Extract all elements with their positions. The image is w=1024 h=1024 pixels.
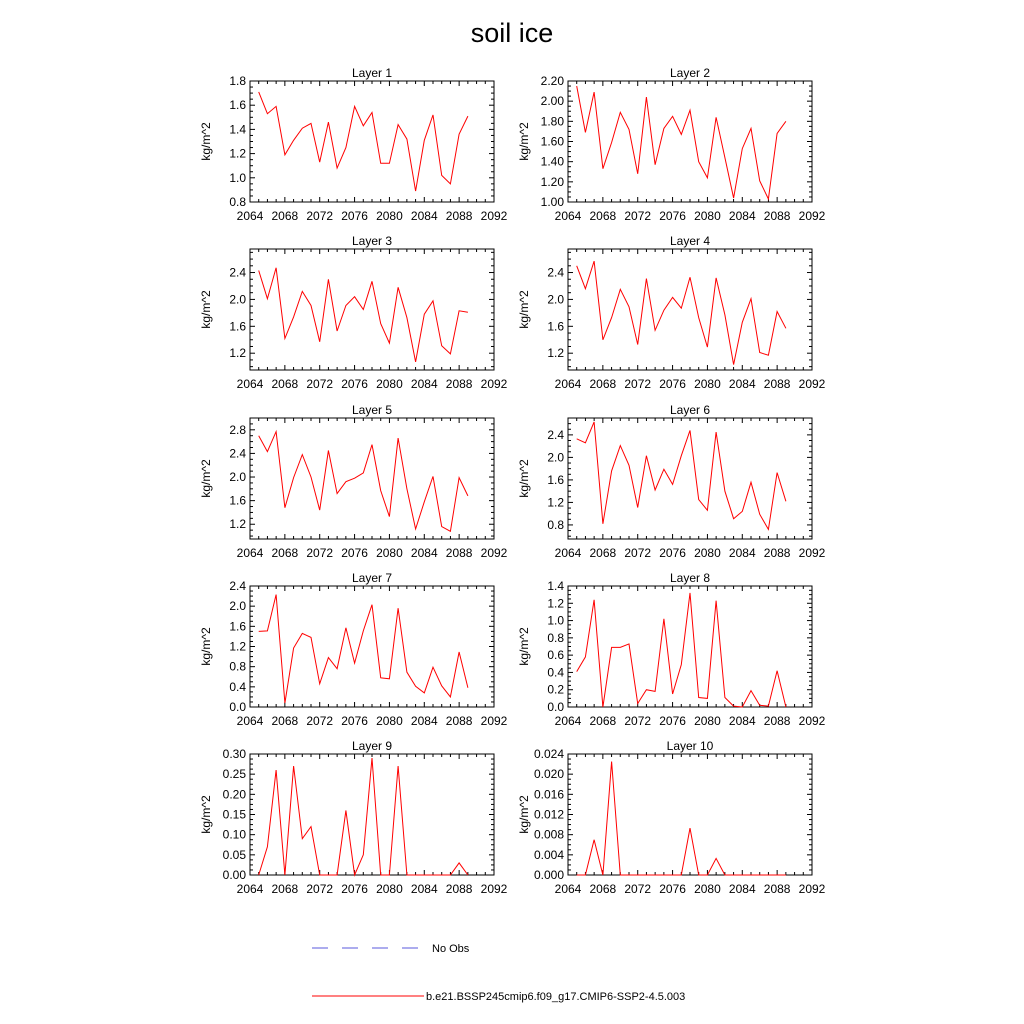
y-tick-label: 0.0 [229, 700, 246, 714]
x-tick-label: 2068 [589, 714, 617, 728]
y-tick-label: 0.10 [222, 827, 246, 842]
y-axis-label: kg/m^2 [517, 290, 531, 329]
y-tick-label: 0.30 [222, 747, 246, 761]
x-tick-label: 2076 [341, 209, 368, 223]
x-tick-label: 2080 [694, 546, 721, 560]
panel-title: Layer 3 [351, 234, 393, 248]
x-tick-label: 2092 [798, 209, 826, 223]
x-tick-label: 2076 [659, 714, 686, 728]
panel-layer-2 [517, 66, 826, 223]
y-tick-label: 1.60 [540, 134, 564, 149]
y-tick-label: 1.4 [229, 122, 246, 137]
x-tick-label: 2092 [480, 209, 508, 223]
y-tick-label: 2.0 [547, 450, 564, 465]
x-tick-label: 2076 [659, 377, 686, 391]
x-tick-label: 2076 [659, 882, 686, 896]
x-tick-label: 2072 [306, 714, 334, 728]
panel-title: Layer 9 [351, 739, 393, 753]
x-tick-label: 2088 [763, 377, 791, 391]
x-tick-label: 2064 [554, 377, 582, 391]
y-tick-label: 1.00 [540, 195, 564, 209]
x-tick-label: 2072 [306, 209, 334, 223]
y-tick-label: 0.000 [533, 868, 564, 882]
x-tick-label: 2072 [624, 546, 652, 560]
x-tick-label: 2068 [589, 377, 617, 391]
y-tick-label: 0.8 [229, 195, 246, 209]
x-tick-label: 2068 [589, 546, 617, 560]
plot-frame [568, 586, 812, 707]
x-tick-label: 2064 [554, 882, 582, 896]
y-tick-label: 1.2 [547, 346, 564, 361]
series-line-1 [577, 762, 786, 875]
y-axis-label: kg/m^2 [517, 122, 531, 161]
legend-model-label: b.e21.BSSP245cmip6.f09_g17.CMIP6-SSP2-4.5.003 [426, 991, 686, 1003]
series-line-1 [259, 268, 468, 362]
series-line-1 [577, 593, 786, 707]
x-tick-label: 2064 [236, 377, 264, 391]
x-tick-label: 2080 [376, 377, 403, 391]
x-tick-label: 2084 [410, 377, 438, 391]
y-tick-label: 0.8 [547, 517, 564, 532]
y-tick-label: 0.15 [222, 807, 246, 822]
x-tick-label: 2080 [376, 546, 403, 560]
y-tick-label: 1.6 [229, 319, 246, 334]
panel-layer-6 [517, 403, 826, 560]
x-tick-label: 2072 [624, 377, 652, 391]
y-tick-label: 0.0 [547, 700, 564, 714]
x-tick-label: 2064 [554, 714, 582, 728]
x-tick-label: 2088 [763, 714, 791, 728]
y-axis-label: kg/m^2 [199, 627, 213, 666]
panel-grid [199, 66, 826, 896]
x-tick-label: 2076 [659, 546, 686, 560]
x-tick-label: 2064 [554, 546, 582, 560]
x-tick-label: 2068 [589, 882, 617, 896]
x-tick-label: 2092 [798, 714, 826, 728]
y-tick-label: 1.0 [547, 613, 564, 628]
panel-title: Layer 5 [351, 403, 393, 417]
panel-title: Layer 4 [669, 234, 711, 248]
x-tick-label: 2068 [271, 209, 299, 223]
x-tick-label: 2092 [798, 882, 826, 896]
series-line-1 [259, 92, 468, 191]
y-tick-label: 2.00 [540, 94, 564, 109]
y-tick-label: 1.6 [229, 619, 246, 634]
x-tick-label: 2068 [589, 209, 617, 223]
y-tick-label: 2.4 [229, 446, 246, 461]
x-tick-label: 2092 [480, 714, 508, 728]
x-tick-label: 2092 [480, 882, 508, 896]
y-tick-label: 2.0 [547, 292, 564, 307]
y-tick-label: 0.00 [222, 868, 246, 882]
y-tick-label: 0.2 [547, 682, 564, 697]
y-tick-label: 0.05 [222, 847, 246, 862]
series-line-1 [577, 86, 786, 199]
x-tick-label: 2076 [341, 546, 368, 560]
series-line-1 [259, 432, 468, 532]
y-tick-label: 2.4 [229, 579, 246, 593]
x-tick-label: 2080 [376, 882, 403, 896]
y-tick-label: 0.20 [222, 787, 246, 802]
y-tick-label: 0.8 [547, 630, 564, 645]
y-tick-label: 0.8 [229, 659, 246, 674]
x-tick-label: 2080 [694, 882, 721, 896]
x-tick-label: 2088 [445, 209, 473, 223]
panel-layer-4 [517, 234, 826, 391]
y-tick-label: 2.20 [540, 74, 564, 88]
x-tick-label: 2072 [306, 377, 334, 391]
x-tick-label: 2088 [445, 546, 473, 560]
figure-title: soil ice [470, 18, 554, 48]
x-tick-label: 2076 [341, 714, 368, 728]
panel-layer-10 [517, 739, 826, 896]
x-tick-label: 2068 [271, 882, 299, 896]
x-tick-label: 2076 [341, 377, 368, 391]
y-tick-label: 2.0 [229, 470, 246, 485]
y-tick-label: 2.4 [547, 427, 564, 442]
y-tick-label: 1.6 [547, 472, 564, 487]
y-tick-label: 1.6 [229, 493, 246, 508]
x-tick-label: 2084 [410, 209, 438, 223]
y-tick-label: 1.2 [229, 639, 246, 654]
y-axis-label: kg/m^2 [199, 459, 213, 498]
y-tick-label: 0.024 [533, 747, 564, 761]
panel-title: Layer 10 [666, 739, 714, 753]
y-tick-label: 0.020 [533, 767, 564, 782]
y-tick-label: 0.6 [547, 648, 564, 663]
x-tick-label: 2080 [694, 209, 721, 223]
series-line-1 [577, 261, 786, 365]
y-tick-label: 1.80 [540, 114, 564, 129]
panel-layer-9 [199, 739, 508, 896]
panel-title: Layer 2 [669, 66, 711, 80]
plot-frame [250, 586, 494, 707]
x-tick-label: 2084 [728, 209, 756, 223]
x-tick-label: 2084 [410, 546, 438, 560]
y-tick-label: 2.4 [547, 265, 564, 280]
x-tick-label: 2088 [445, 882, 473, 896]
x-tick-label: 2092 [798, 546, 826, 560]
x-tick-label: 2084 [410, 714, 438, 728]
x-tick-label: 2084 [728, 714, 756, 728]
x-tick-label: 2084 [728, 882, 756, 896]
plot-frame [568, 81, 812, 202]
x-tick-label: 2080 [694, 714, 721, 728]
panel-layer-3 [199, 234, 508, 391]
y-tick-label: 1.40 [540, 154, 564, 169]
y-tick-label: 2.4 [229, 265, 246, 280]
y-tick-label: 1.6 [547, 319, 564, 334]
y-tick-label: 2.8 [229, 422, 246, 437]
x-tick-label: 2064 [236, 714, 264, 728]
panel-layer-8 [517, 571, 826, 728]
x-tick-label: 2084 [410, 882, 438, 896]
legend [312, 943, 685, 1003]
panel-layer-7 [199, 571, 508, 728]
y-tick-label: 1.6 [229, 98, 246, 113]
x-tick-label: 2080 [376, 714, 403, 728]
y-tick-label: 0.4 [547, 665, 564, 680]
x-tick-label: 2064 [236, 209, 264, 223]
y-tick-label: 1.2 [547, 596, 564, 611]
y-tick-label: 0.25 [222, 767, 246, 782]
panel-title: Layer 1 [351, 66, 393, 80]
y-tick-label: 1.0 [229, 170, 246, 185]
x-tick-label: 2064 [554, 209, 582, 223]
x-tick-label: 2068 [271, 377, 299, 391]
y-tick-label: 1.2 [229, 517, 246, 532]
x-tick-label: 2092 [798, 377, 826, 391]
y-axis-label: kg/m^2 [517, 459, 531, 498]
panel-layer-5 [199, 403, 508, 560]
plot-frame [250, 418, 494, 539]
y-tick-label: 1.2 [229, 346, 246, 361]
panel-title: Layer 8 [669, 571, 711, 585]
y-tick-label: 2.0 [229, 599, 246, 614]
x-tick-label: 2076 [659, 209, 686, 223]
x-tick-label: 2084 [728, 546, 756, 560]
x-tick-label: 2088 [763, 546, 791, 560]
y-tick-label: 1.2 [547, 495, 564, 510]
y-tick-label: 1.4 [547, 579, 564, 593]
series-line-1 [577, 422, 786, 530]
x-tick-label: 2068 [271, 714, 299, 728]
y-axis-label: kg/m^2 [517, 795, 531, 834]
plot-frame [568, 249, 812, 370]
y-tick-label: 1.8 [229, 74, 246, 88]
series-line-1 [259, 595, 468, 703]
panel-title: Layer 7 [351, 571, 393, 585]
y-tick-label: 2.0 [229, 292, 246, 307]
x-tick-label: 2088 [763, 209, 791, 223]
y-tick-label: 1.2 [229, 146, 246, 161]
y-tick-label: 0.008 [533, 827, 564, 842]
y-axis-label: kg/m^2 [517, 627, 531, 666]
y-axis-label: kg/m^2 [199, 795, 213, 834]
panel-title: Layer 6 [669, 403, 711, 417]
plot-frame [568, 418, 812, 539]
x-tick-label: 2084 [728, 377, 756, 391]
y-tick-label: 0.004 [533, 847, 564, 862]
x-tick-label: 2080 [376, 209, 403, 223]
x-tick-label: 2064 [236, 882, 264, 896]
x-tick-label: 2072 [306, 882, 334, 896]
y-axis-label: kg/m^2 [199, 290, 213, 329]
x-tick-label: 2072 [624, 714, 652, 728]
y-tick-label: 0.016 [533, 787, 564, 802]
x-tick-label: 2072 [306, 546, 334, 560]
x-tick-label: 2088 [445, 714, 473, 728]
x-tick-label: 2064 [236, 546, 264, 560]
panel-layer-1 [199, 66, 508, 223]
x-tick-label: 2072 [624, 209, 652, 223]
y-tick-label: 1.20 [540, 174, 564, 189]
legend-obs-label: No Obs [432, 943, 470, 955]
x-tick-label: 2088 [763, 882, 791, 896]
x-tick-label: 2088 [445, 377, 473, 391]
plot-frame [250, 249, 494, 370]
y-axis-label: kg/m^2 [199, 122, 213, 161]
x-tick-label: 2092 [480, 377, 508, 391]
y-tick-label: 0.4 [229, 679, 246, 694]
y-tick-label: 0.012 [533, 807, 564, 822]
x-tick-label: 2072 [624, 882, 652, 896]
x-tick-label: 2092 [480, 546, 508, 560]
series-line-1 [259, 758, 468, 875]
x-tick-label: 2076 [341, 882, 368, 896]
x-tick-label: 2068 [271, 546, 299, 560]
x-tick-label: 2080 [694, 377, 721, 391]
